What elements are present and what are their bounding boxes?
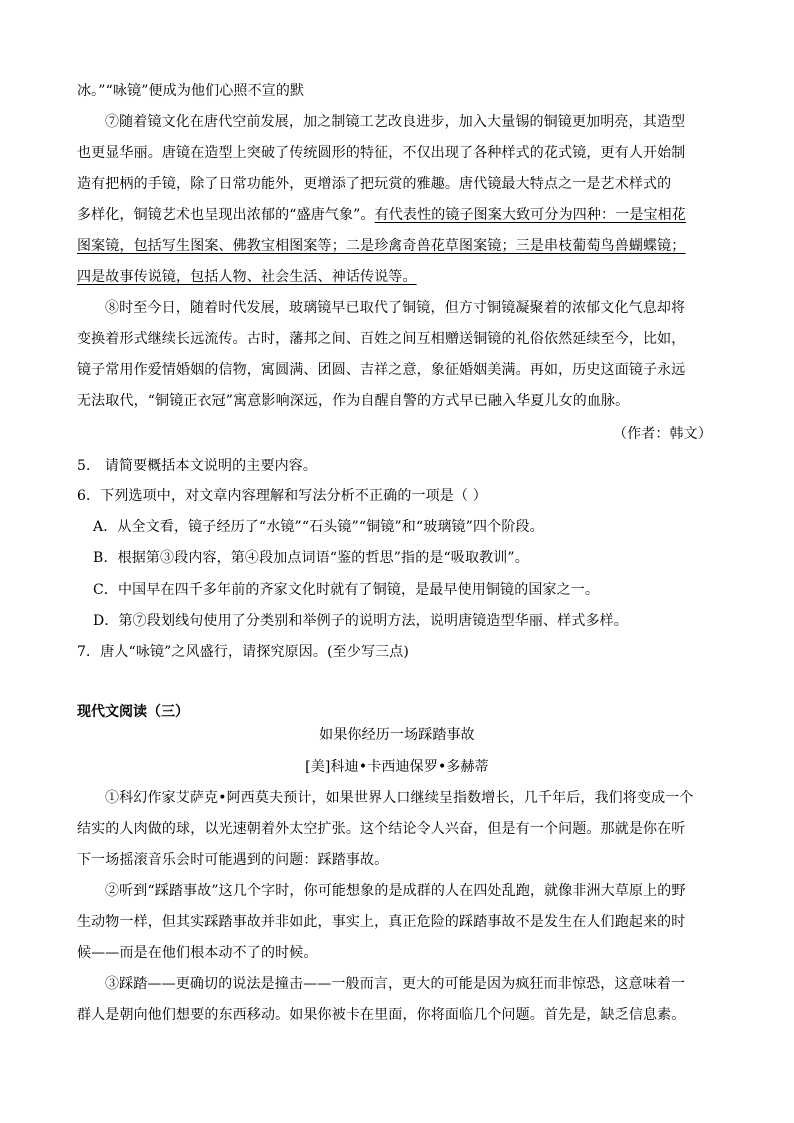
paragraph-7-line (77, 267, 719, 287)
underlined-sentence: 有代表性的镜子图案大致可分为四种：一是宝相花 (374, 207, 686, 223)
paragraph-8-line: 变换着形式继续长远流传。古时，藩邦之间、百姓之间互相赠送铜镜的礼俗依然延续至今，比如， (77, 331, 686, 347)
question-6-option-c: C．中国早在四千多年前的齐家文化时就有了铜镜，是最早使用铜镜的国家之一。 (93, 582, 600, 598)
paragraph-2-line: ②听到“踩踏事故”这几个字时，你可能想象的是成群的人在四处乱跑，就像非洲大草原上的野 (105, 883, 686, 899)
question-5: 5． 请简要概括本文说明的主要内容。 (77, 458, 318, 474)
paragraph-1-line: ①科幻作家艾萨克•阿西莫夫预计，如果世界人口继续呈指数增长，几千年后，我们将变成一个 (105, 790, 694, 806)
question-7: 7．唐人“咏镜”之风盛行，请探究原因。(至少写三点) (77, 644, 410, 660)
paragraph-1-line: 结实的人肉做的球，以光速朝着外太空扩张。这个结论令人兴奋，但是有一个问题。那就是你在听 (77, 821, 686, 837)
paragraph-8-line: 镜子常用作爱情婚姻的信物，寓圆满、团圆、吉祥之意，象征婚姻美满。再如，历史这面镜子永远 (77, 362, 686, 378)
question-6: 6．下列选项中，对文章内容理解和写法分析不正确的一项是（ ） (77, 488, 487, 504)
paragraph-2-line: 生动物一样，但其实踩踏事故并非如此，事实上，真正危险的踩踏事故不是发生在人们跑起来的时 (77, 914, 686, 930)
paragraph-3-line: 群人是朝向他们想要的东西移动。如果你被卡在里面，你将面临几个问题。首先是，缺乏信息素。 (77, 1007, 686, 1023)
paragraph-8-line: 无法取代，“铜镜正衣冠”寓意影响深远，作为自醒自警的方式早已融入华夏儿女的血脉。 (77, 393, 630, 409)
article-title: 如果你经历一场踩踏事故 (319, 727, 475, 743)
paragraph-8-line: ⑧时至今日，随着时代发展，玻璃镜早已取代了铜镜，但方寸铜镜凝聚着的浓郁文化气息却将 (105, 300, 686, 316)
paragraph-7-line (77, 205, 719, 225)
article-byline: [美]科迪•卡西迪保罗•多赫蒂 (305, 759, 489, 775)
question-6-option-d: D．第⑦段划线句使用了分类别和举例子的说明方法，说明唐镜造型华丽、样式多样。 (93, 613, 628, 629)
paragraph-7-line (77, 236, 719, 256)
paragraph-7-text: 多样化，铜镜艺术也呈现出浓郁的“盛唐气象”。 (77, 207, 375, 223)
paragraph-3-line: ③踩踏——更确切的说法是撞击——一般而言，更大的可能是因为疯狂而非惊恐，这意味着一 (105, 976, 686, 992)
paragraph-7-line: 造有把柄的手镜，除了日常功能外，更增添了把玩赏的雅趣。唐代镜最大特点之一是艺术样式的 (77, 176, 672, 192)
underlined-sentence: 图案镜，包括写生图案、佛教宝相图案等；二是珍禽奇兽花草图案镜；三是串枝葡萄鸟兽蝴蝶镜； (77, 238, 686, 254)
paragraph-7-line: ⑦随着镜文化在唐代空前发展，加之制镜工艺改良进步，加入大量锡的铜镜更加明亮，其造型 (105, 114, 686, 130)
paragraph-2-line: 候——而是在他们根本动不了的时候。 (77, 945, 318, 961)
paragraph-7-line: 也更显华丽。唐镜在造型上突破了传统圆形的特征，不仅出现了各种样式的花式镜，更有人开始制 (77, 145, 686, 161)
author-credit: （作者：韩文） (612, 426, 712, 442)
question-6-option-a: A．从全文看，镜子经历了“水镜”“石头镜”“铜镜”和“玻璃镜”四个阶段。 (93, 519, 544, 535)
question-6-option-b: B．根据第③段内容，第④段加点词语“鉴的哲思”指的是“吸取教训”。 (93, 550, 529, 566)
paragraph-1-line: 下一场摇滚音乐会时可能遇到的问题：踩踏事故。 (77, 852, 389, 868)
paragraph-6-tail: 冰。”“咏镜”便成为他们心照不宣的默 (77, 83, 305, 99)
underlined-sentence: 四是故事传说镜，包括人物、社会生活、神话传说等。 (77, 269, 417, 285)
section-heading: 现代文阅读（三） (77, 704, 189, 720)
